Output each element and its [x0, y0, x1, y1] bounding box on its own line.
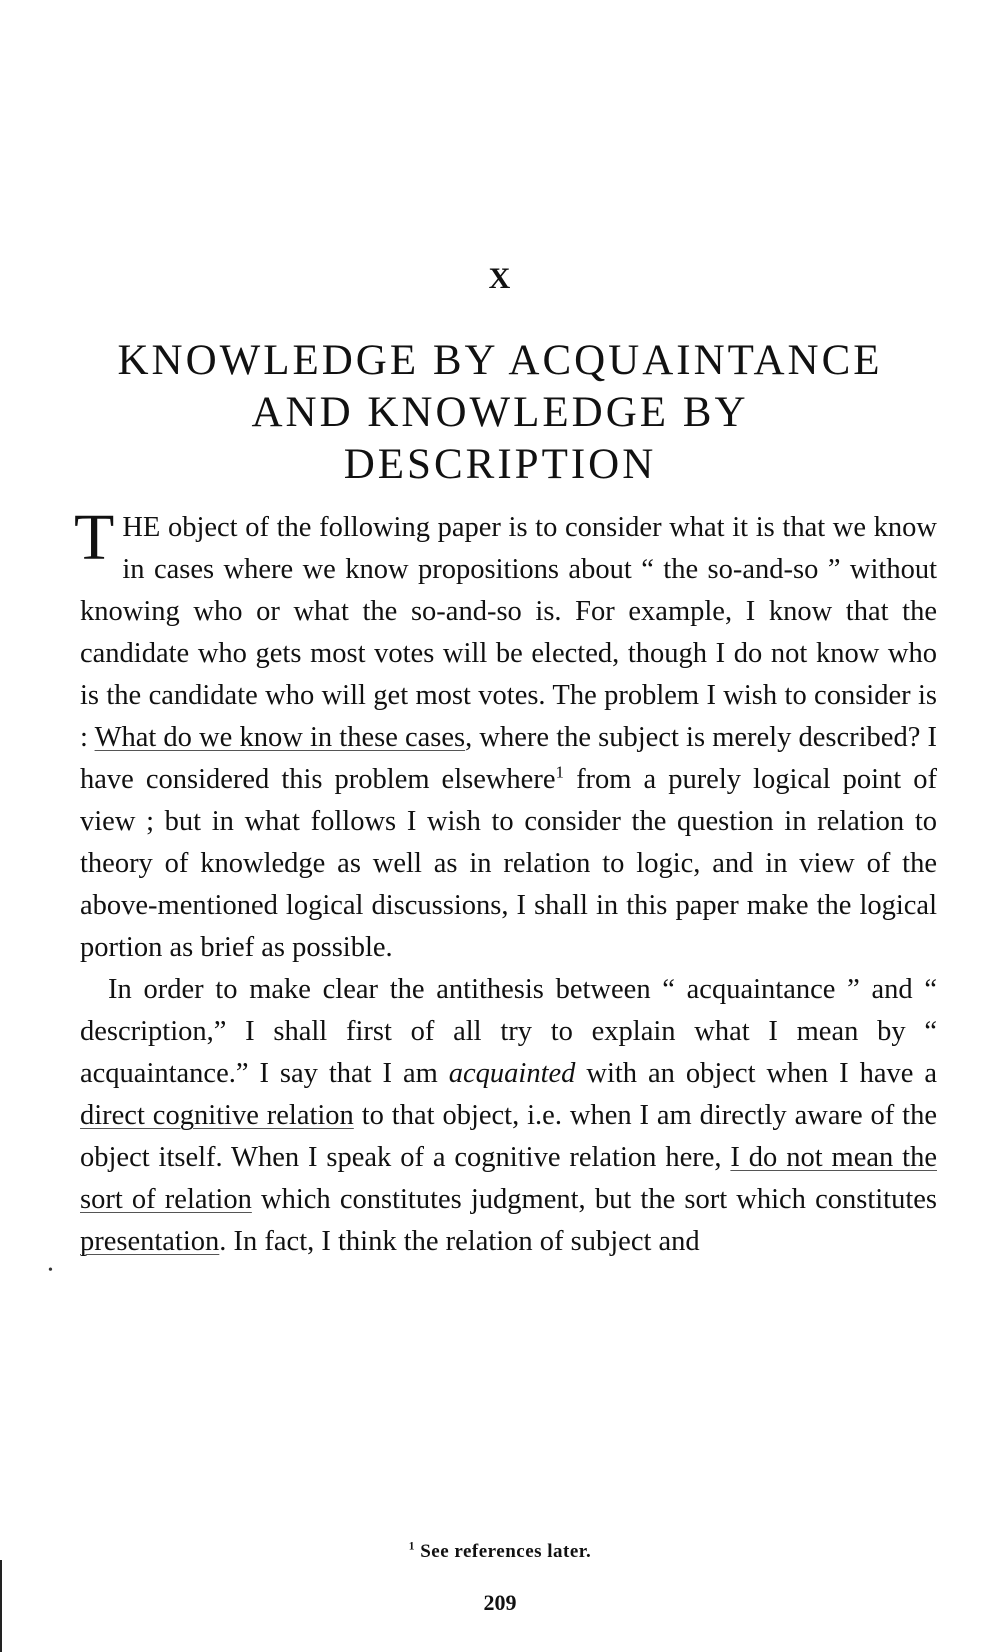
- paragraph-1-text-b: , where the subject is merely described? I have considered this problem elsewhere: [80, 722, 937, 795]
- chapter-title-line-1: KNOWLEDGE BY ACQUAINTANCE: [117, 337, 883, 384]
- drop-cap: T: [74, 501, 115, 574]
- paragraph-1-text-c: from a purely logical point of view ; but in what follows I wish to consider the question in relation to theory of knowledge as well as in relation to logic, and in view of the above-mentioned logical discussions, I shall in this paper make the logical portion as brief as possible.: [80, 764, 937, 963]
- paragraph-1-text-a: HE object of the following paper is to consider what it is that we know in cases where we know propositions about “ the so-and-so ” without knowing who or what the so-and-so is. For example, I know that the candidate who gets most votes will be elected, though I do not know who is the candidate who will get most votes. The problem I wish to consider is :: [80, 512, 937, 753]
- margin-dot: •: [48, 1263, 53, 1278]
- chapter-title-line-2: AND KNOWLEDGE BY: [251, 389, 749, 436]
- paragraph-2-underlined-not-mean: I do not mean the sort of relation: [80, 1142, 937, 1215]
- paragraph-1: [74, 501, 937, 969]
- footnote-reference: 1: [555, 762, 565, 782]
- paragraph-2-text-d: which constitutes judgment, but the sort which constitutes: [251, 1184, 937, 1215]
- footnote-text: See references later.: [414, 1541, 592, 1562]
- scan-edge-line: [0, 1560, 2, 1652]
- chapter-title: [40, 335, 960, 491]
- paragraph-2-text-e: . In fact, I think the relation of subject and: [219, 1226, 700, 1257]
- paragraph-2: [80, 969, 937, 1263]
- body-text: [74, 501, 937, 1263]
- footnote: [0, 1541, 1000, 1563]
- paragraph-1-underlined-question: What do we know in these cases: [94, 722, 466, 753]
- page-number: 209: [483, 1590, 517, 1615]
- footnote-mark: 1: [408, 1540, 415, 1553]
- paragraph-2-text-a: In order to make clear the antithesis between “ acquaintance ” and “ description,” I shall first of all try to explain what I mean by “ acquaintance.” I say that I am: [80, 974, 937, 1089]
- paragraph-2-underlined-direct-relation: direct cognitive relation: [80, 1100, 354, 1131]
- paragraph-2-italic-term: acquainted: [448, 1058, 576, 1089]
- paragraph-2-underlined-presentation: presentation: [80, 1226, 220, 1257]
- paragraph-2-text-c: to that object, i.e. when I am directly aware of the object itself. When I speak of a cognitive relation here,: [80, 1100, 937, 1173]
- chapter-title-line-3: DESCRIPTION: [343, 441, 657, 488]
- paragraph-2-text-b: with an object when I have a: [575, 1058, 937, 1089]
- chapter-number: X: [488, 262, 512, 295]
